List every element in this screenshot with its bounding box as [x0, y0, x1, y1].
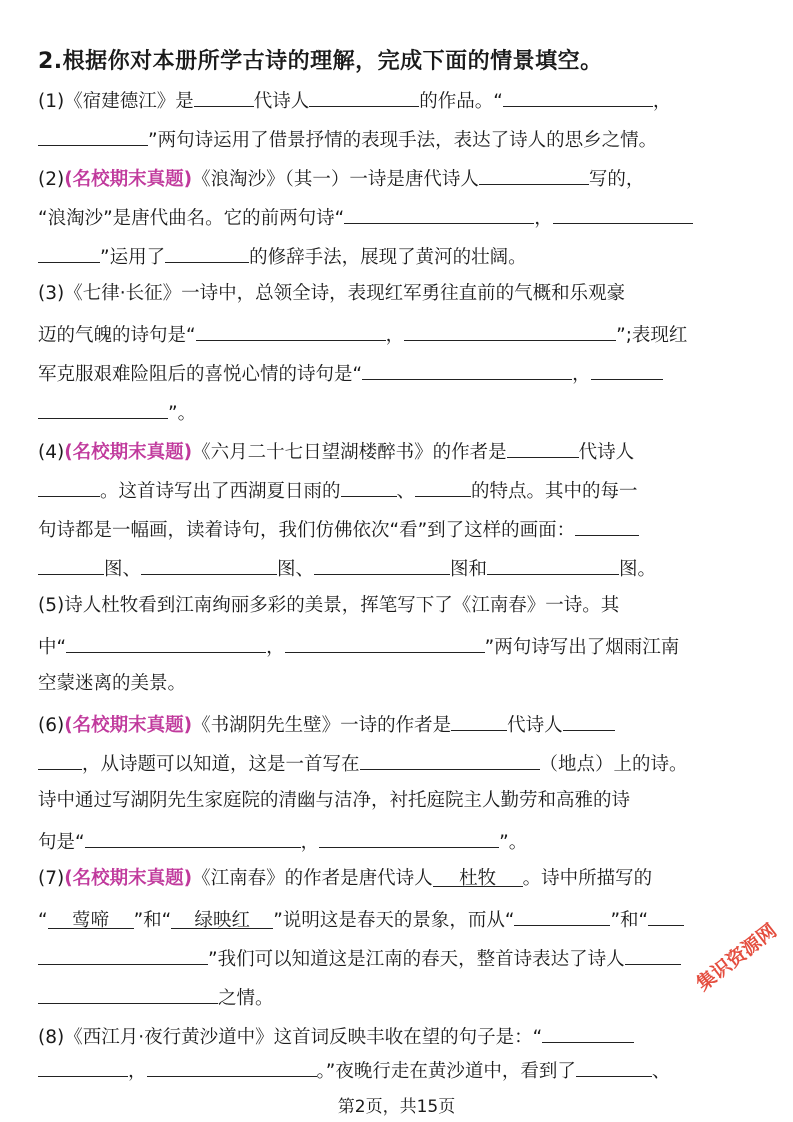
q7-line-2 — [38, 903, 684, 936]
q5-line-2 — [38, 630, 679, 663]
q1-line-2 — [38, 123, 657, 156]
q1-text-c: 的作品。“ — [419, 91, 503, 112]
q1-text-e: ”两句诗运用了借景抒情的表现手法，表达了诗人的思乡之情。 — [148, 130, 658, 151]
q2-blank-line1[interactable] — [344, 201, 534, 224]
q3-text-b: 迈的气魄的诗句是“ — [38, 325, 196, 346]
q3-blank-line2[interactable] — [404, 318, 616, 341]
q2-blank-line2a[interactable] — [553, 201, 693, 224]
q7-answer-word2: 绿映红 — [194, 910, 251, 931]
q4-text-d: 、 — [396, 481, 416, 502]
q4-blank-picture3[interactable] — [314, 552, 450, 575]
q6-line-3 — [38, 786, 630, 816]
q3-line-2 — [38, 318, 687, 351]
q3-text-a: (3)《七律·长征》一诗中，总领全诗，表现红军勇往直前的气概和乐观豪 — [38, 283, 626, 304]
q4-blank-dynasty[interactable] — [507, 435, 579, 458]
q6-text-g: ， — [300, 832, 320, 853]
q7-text-b: 。诗中所描写的 — [522, 868, 653, 889]
q8-text-a: (8)《西江月·夜行黄沙道中》这首词反映丰收在望的句子是：“ — [38, 1027, 543, 1048]
q6-blank-line2[interactable] — [319, 825, 499, 848]
q8-text-d: 、 — [651, 1061, 671, 1082]
q3-text-d: ”;表现红 — [616, 325, 688, 346]
q6-blank-place[interactable] — [360, 747, 540, 770]
q7-blank-word1[interactable] — [48, 906, 134, 929]
q7-blank-word4b[interactable] — [38, 942, 208, 965]
q2-blank-poet[interactable] — [479, 162, 589, 185]
q4-num: (4) — [38, 442, 65, 463]
q4-blank-feature1[interactable] — [341, 474, 397, 497]
q4-text-j: 图。 — [619, 559, 657, 580]
q6-text-f: 句是“ — [38, 832, 85, 853]
q6-text-b: 代诗人 — [507, 715, 563, 736]
q6-blank-poet-a[interactable] — [563, 708, 615, 731]
q6-text-h: ”。 — [499, 832, 528, 853]
q4-text-f: 句诗都是一幅画，读着诗句，我们仿佛依次“看”到了这样的画面： — [38, 520, 576, 541]
q7-answer-word1: 莺啼 — [72, 910, 110, 931]
q1-line-1 — [38, 84, 671, 117]
q7-text-e: ”说明这是春天的景象，而从“ — [273, 910, 515, 931]
q3-text-f: ， — [572, 364, 591, 385]
q3-blank-line3[interactable] — [362, 357, 572, 380]
q2-blank-device[interactable] — [165, 240, 249, 263]
q3-line-1 — [38, 279, 625, 309]
q3-text-e: 军克服艰难险阻后的喜悦心情的诗句是“ — [38, 364, 363, 385]
q1-blank-dynasty[interactable] — [194, 84, 254, 107]
q8-text-c: 。”夜晚行走在黄沙道中，看到了 — [316, 1061, 576, 1082]
q4-text-b: 代诗人 — [578, 442, 635, 463]
q3-blank-line4b[interactable] — [38, 396, 168, 419]
q6-text-d: （地点）上的诗。 — [539, 754, 688, 775]
q7-text-f: ”和“ — [610, 910, 649, 931]
q2-text-d: ， — [534, 208, 553, 229]
q7-blank-feeling-a[interactable] — [625, 942, 681, 965]
q7-blank-word4a[interactable] — [648, 903, 684, 926]
q3-line-3 — [38, 357, 663, 390]
q5-text-c: ， — [266, 637, 285, 658]
q2-line-3 — [38, 240, 527, 273]
q8-line-1 — [38, 1020, 634, 1053]
q8-blank-line1a[interactable] — [542, 1020, 634, 1043]
q7-blank-word3[interactable] — [514, 903, 610, 926]
q4-blank-poet[interactable] — [38, 474, 100, 497]
q1-blank-line2[interactable] — [38, 123, 148, 146]
q3-line-4 — [38, 396, 196, 429]
q7-text-h: 之情。 — [218, 988, 274, 1009]
q8-blank-sight[interactable] — [576, 1054, 652, 1077]
q4-blank-feature2[interactable] — [415, 474, 471, 497]
q1-text-a: (1)《宿建德江》是 — [38, 91, 194, 112]
q6-num: (6) — [38, 715, 65, 736]
q2-text-a: 《浪淘沙》（其一）一诗是唐代诗人 — [192, 169, 479, 190]
exam-tag: (名校期末真题) — [64, 868, 193, 889]
q8-blank-line1b[interactable] — [38, 1054, 128, 1077]
q7-text-a: 《江南春》的作者是唐代诗人 — [192, 868, 433, 889]
q7-blank-feeling-b[interactable] — [38, 981, 218, 1004]
q7-text-c: “ — [38, 910, 48, 931]
q8-blank-line2[interactable] — [147, 1054, 317, 1077]
q2-text-b: 写的， — [588, 169, 645, 190]
q5-line-1 — [38, 591, 619, 621]
q2-line-1 — [38, 162, 644, 195]
q7-blank-word2[interactable] — [171, 906, 273, 929]
q4-text-a: 《六月二十七日望湖楼醉书》的作者是 — [192, 442, 507, 463]
q5-text-a: (5)诗人杜牧看到江南绚丽多彩的美景，挥笔写下了《江南春》一诗。其 — [38, 595, 620, 616]
q7-line-1 — [38, 864, 652, 894]
q5-blank-line1[interactable] — [66, 630, 266, 653]
q6-line-1 — [38, 708, 615, 741]
q1-text-b: 代诗人 — [253, 91, 310, 112]
page-footer: 第2页，共15页 — [337, 1097, 456, 1117]
q2-text-c: “浪淘沙”是唐代曲名。它的前两句诗“ — [38, 208, 345, 229]
q7-text-g: ”我们可以知道这是江南的春天，整首诗表达了诗人 — [208, 949, 625, 970]
q4-line-1 — [38, 435, 634, 468]
q7-num: (7) — [38, 868, 65, 889]
q6-blank-dynasty[interactable] — [451, 708, 507, 731]
q4-blank-picture4[interactable] — [487, 552, 619, 575]
q5-text-d: ”两句诗写出了烟雨江南 — [484, 637, 680, 658]
q6-text-e: 诗中通过写湖阴先生家庭院的清幽与洁净，衬托庭院主人勤劳和高雅的诗 — [38, 790, 631, 811]
q4-text-i: 图和 — [450, 559, 488, 580]
section-heading: 2.根据你对本册所学古诗的理解，完成下面的情景填空。 — [38, 49, 603, 74]
q5-text-e: 空蒙迷离的美景。 — [38, 673, 187, 694]
q4-line-2 — [38, 474, 638, 507]
q4-line-3 — [38, 513, 639, 546]
q3-text-c: ， — [385, 325, 405, 346]
q6-text-c: ，从诗题可以知道，这是一首写在 — [82, 754, 360, 775]
q4-text-c: 。这首诗写出了西湖夏日雨的 — [100, 481, 341, 502]
q4-blank-picture1b[interactable] — [38, 552, 104, 575]
q5-line-3 — [38, 669, 186, 699]
q7-line-3 — [38, 942, 681, 975]
q3-text-g: ”。 — [168, 403, 197, 424]
q3-blank-line4a[interactable] — [591, 357, 663, 380]
q1-text-d: ， — [652, 91, 672, 112]
q7-line-4 — [38, 981, 274, 1014]
q2-line-2 — [38, 201, 693, 234]
exam-tag: (名校期末真题) — [64, 715, 193, 736]
q2-text-e: ”运用了 — [100, 247, 166, 268]
q5-text-b: 中“ — [38, 637, 67, 658]
q4-line-4 — [38, 552, 656, 585]
q1-blank-line1[interactable] — [503, 84, 653, 107]
q5-blank-line2[interactable] — [285, 630, 485, 653]
q7-answer-poet: 杜牧 — [459, 868, 497, 889]
q4-blank-picture1a[interactable] — [575, 513, 639, 536]
q3-blank-line1[interactable] — [196, 318, 386, 341]
q4-text-g: 图、 — [104, 559, 142, 580]
q2-num: (2) — [38, 169, 65, 190]
q2-blank-line2b[interactable] — [38, 240, 100, 263]
q1-blank-poet[interactable] — [309, 84, 419, 107]
exam-tag: (名校期末真题) — [64, 169, 193, 190]
q4-text-e: 的特点。其中的每一 — [471, 481, 638, 502]
q8-line-2 — [38, 1054, 670, 1087]
exam-tag: (名校期末真题) — [64, 442, 193, 463]
q6-text-a: 《书湖阴先生壁》一诗的作者是 — [192, 715, 452, 736]
q2-text-f: 的修辞手法，展现了黄河的壮阔。 — [249, 247, 527, 268]
q6-line-4 — [38, 825, 527, 858]
q4-text-h: 图、 — [277, 559, 315, 580]
q8-text-b: ， — [128, 1061, 147, 1082]
q6-blank-line1[interactable] — [85, 825, 301, 848]
q6-blank-poet-b[interactable] — [38, 747, 82, 770]
watermark: 集识资源网 — [692, 919, 781, 996]
q7-text-d: ”和“ — [133, 910, 172, 931]
q4-blank-picture2[interactable] — [141, 552, 277, 575]
q7-blank-poet[interactable] — [433, 864, 523, 887]
q6-line-2 — [38, 747, 688, 780]
